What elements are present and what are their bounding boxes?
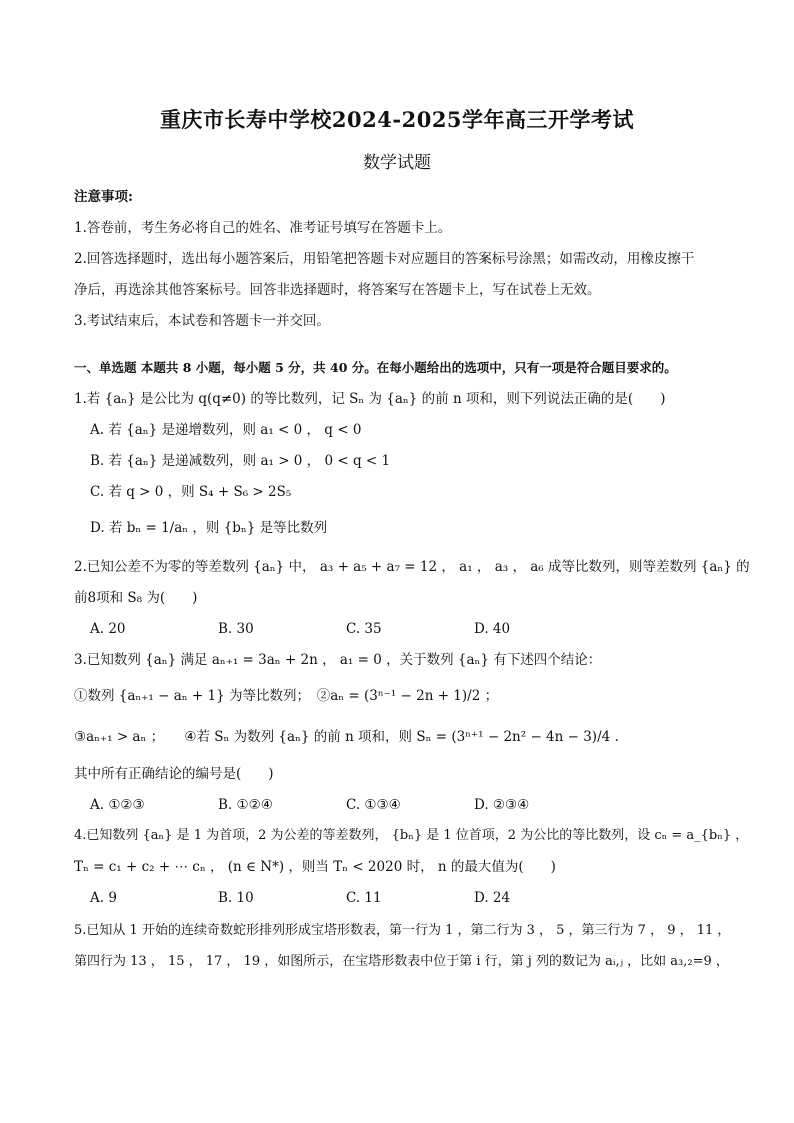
question-4-option-c: C. 11	[346, 890, 382, 906]
question-1-option-a: A. 若 {aₙ} 是递增数列，则 a₁ < 0 ， q < 0	[90, 422, 362, 438]
question-3-conclusions-1: ①数列 {aₙ₊₁ − aₙ + 1} 为等比数列； ②aₙ = (3ⁿ⁻¹ − 2n + 1)/2 ；	[74, 688, 499, 704]
question-1-stem: 1.若 {aₙ} 是公比为 q(q≠0) 的等比数列，记 Sₙ 为 {aₙ} 的前 n 项和，则下列说法正确的是( )	[74, 391, 666, 407]
question-2-option-d: D. 40	[474, 621, 511, 637]
question-4-options	[90, 888, 730, 908]
question-4-option-b: B. 10	[218, 890, 254, 906]
question-3-conclusions-2: ③aₙ₊₁ > aₙ ； ④若 Sₙ 为数列 {aₙ} 的前 n 项和，则 Sₙ = (3ⁿ⁺¹ − 2n² − 4n − 3)/4 .	[74, 729, 619, 745]
question-5-stem: 5.已知从 1 开始的连续奇数蛇形排列形成宝塔形数表，第一行为 1 ，第二行为 3 ， 5 ，第三行为 7 ， 9 ， 11 ，	[74, 923, 731, 938]
section-heading: 一、单选题 本题共 8 小题，每小题 5 分，共 40 分。在每小题给出的选项中，只有一项是符合题目要求的。	[74, 360, 677, 375]
exam-subtitle: 数学试题	[363, 153, 431, 173]
note-item: 3.考试结束后，本试卷和答题卡一并交回。	[74, 313, 330, 329]
note-item: 2.回答选择题时，选出每小题答案后，用铅笔把答题卡对应题目的答案标号涂黑；如需改动，用橡皮擦干	[74, 251, 695, 267]
question-4-stem-cont: Tₙ = c₁ + c₂ + ⋯ cₙ ， (n ∈ N*) ，则当 Tₙ < 2020 时， n 的最大值为( )	[74, 859, 556, 875]
question-2-option-c: C. 35	[346, 621, 382, 637]
question-4-option-a: A. 9	[90, 890, 117, 906]
question-1-option-d: D. 若 bₙ = 1/aₙ ，则 {bₙ} 是等比数列	[90, 520, 328, 536]
question-3-option-a: A. ①②③	[90, 797, 145, 813]
note-item: 净后，再选涂其他答案标号。回答非选择题时，将答案写在答题卡上，写在试卷上无效。	[74, 282, 601, 298]
question-3-ask: 其中所有正确结论的编号是( )	[74, 766, 274, 782]
question-5-stem-cont: 第四行为 13 ， 15 ， 17 ， 19 ，如图所示，在宝塔形数表中位于第 i 行，第 j 列的数记为 aᵢ,ⱼ ，比如 a₃,₂=9 ，	[74, 954, 729, 969]
question-1-option-c: C. 若 q > 0 ，则 S₄ + S₆ > 2S₅	[90, 484, 292, 500]
question-1-option-b: B. 若 {aₙ} 是递减数列，则 a₁ > 0 ， 0 < q < 1	[90, 453, 391, 469]
question-2-option-b: B. 30	[218, 621, 254, 637]
question-3-stem: 3.已知数列 {aₙ} 满足 aₙ₊₁ = 3aₙ + 2n ， a₁ = 0 ，关于数列 {aₙ} 有下述四个结论：	[74, 652, 602, 668]
question-4-option-d: D. 24	[474, 890, 511, 906]
question-2-stem: 2.已知公差不为零的等差数列 {aₙ} 中， a₃ + a₅ + a₇ = 12 ， a₁ ， a₃ ， a₆ 成等比数列，则等差数列 {aₙ} 的	[74, 559, 750, 575]
exam-title: 重庆市长寿中学校2024-2025学年高三开学考试	[159, 107, 635, 132]
note-item: 1.答卷前，考生务必将自己的姓名、准考证号填写在答题卡上。	[74, 220, 452, 236]
question-2-stem-cont: 前8项和 S₈ 为( )	[74, 590, 198, 606]
question-3-option-d: D. ②③④	[474, 797, 530, 813]
question-3-options	[90, 795, 730, 815]
question-3-option-c: C. ①③④	[346, 797, 401, 813]
question-2-option-a: A. 20	[90, 621, 126, 637]
question-2-options	[90, 619, 730, 639]
notes-heading: 注意事项:	[74, 189, 133, 205]
question-4-stem: 4.已知数列 {aₙ} 是 1 为首项，2 为公差的等差数列， {bₙ} 是 1 位首项，2 为公比的等比数列，设 cₙ = a_{bₙ} ，	[74, 828, 749, 843]
question-3-option-b: B. ①②④	[218, 797, 273, 813]
